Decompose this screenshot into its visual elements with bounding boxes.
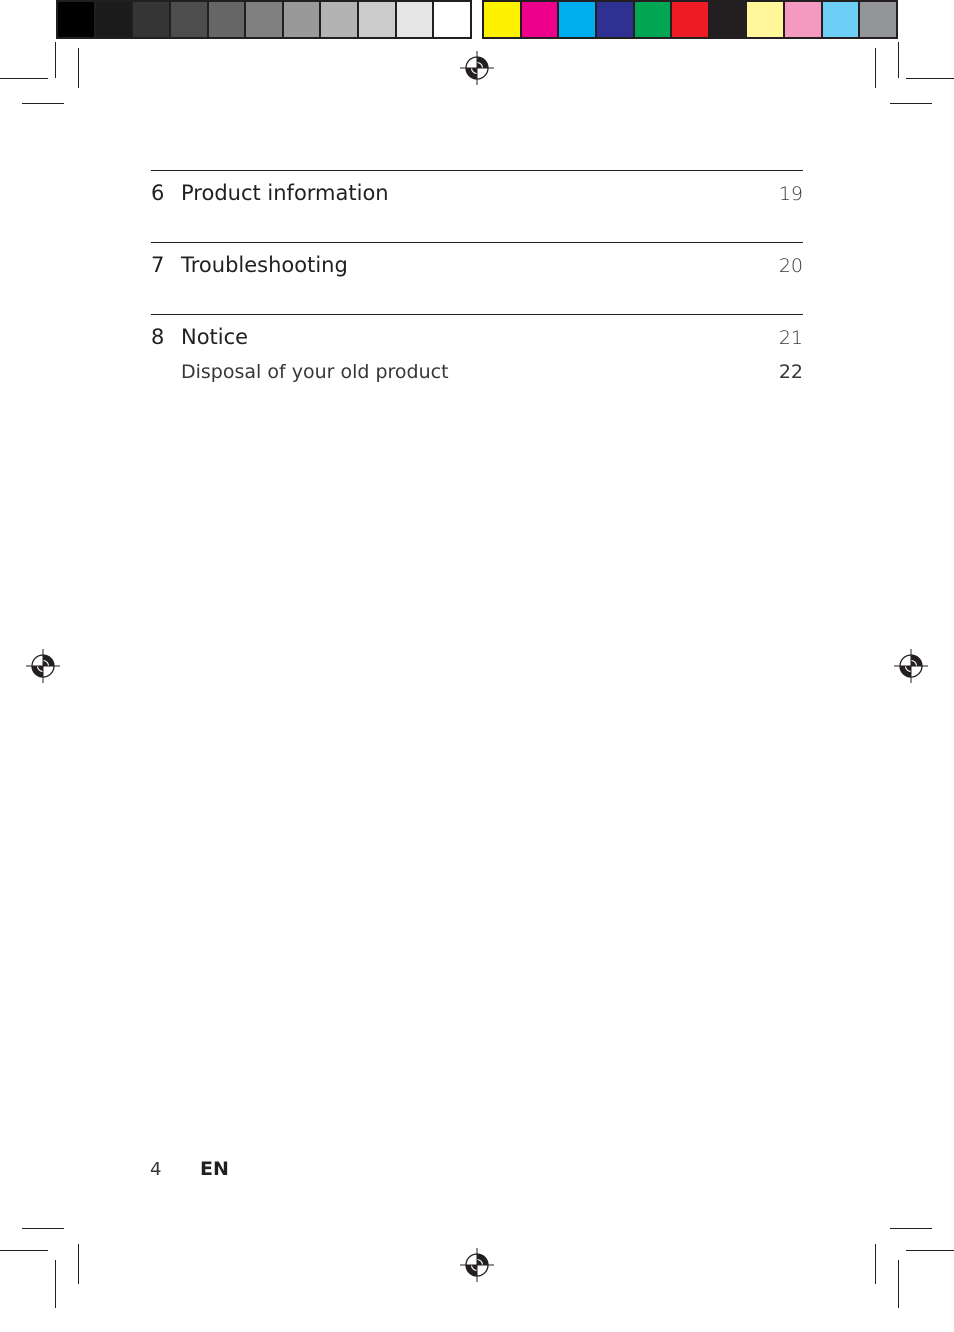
- crop-mark: [875, 1244, 876, 1284]
- crop-mark: [22, 103, 64, 104]
- gray-swatch: [321, 2, 359, 37]
- page-number: 4: [150, 1159, 162, 1180]
- table-of-contents: [151, 170, 803, 383]
- crop-mark: [898, 1260, 899, 1308]
- color-swatch: [522, 2, 560, 37]
- registration-mark-icon: [460, 51, 494, 85]
- crop-mark: [0, 78, 48, 79]
- gray-swatch: [96, 2, 134, 37]
- toc-section: [151, 170, 803, 242]
- color-swatch: [785, 2, 823, 37]
- gray-swatch: [133, 2, 171, 37]
- section-title: Notice: [181, 325, 249, 349]
- gray-swatch: [246, 2, 284, 37]
- subsection-title: Disposal of your old product: [181, 361, 449, 383]
- color-swatch: [710, 2, 748, 37]
- section-title: Product information: [181, 181, 389, 205]
- toc-section: [151, 314, 803, 383]
- color-swatch: [860, 2, 896, 37]
- gray-swatch: [209, 2, 247, 37]
- color-swatch: [823, 2, 861, 37]
- crop-mark: [55, 42, 56, 78]
- gray-swatch: [284, 2, 322, 37]
- crop-mark: [906, 1250, 954, 1251]
- gray-swatch: [171, 2, 209, 37]
- gray-swatch: [434, 2, 470, 37]
- section-page-number: 19: [778, 183, 803, 205]
- toc-entry[interactable]: [151, 253, 803, 283]
- color-swatch: [559, 2, 597, 37]
- crop-mark: [890, 103, 932, 104]
- toc-entry[interactable]: [151, 181, 803, 211]
- registration-mark-icon: [460, 1248, 494, 1282]
- crop-mark: [890, 1228, 932, 1229]
- grayscale-color-bar: [56, 0, 472, 39]
- registration-mark-icon: [26, 649, 60, 683]
- crop-mark: [55, 1260, 56, 1308]
- section-number: 8: [151, 325, 165, 349]
- crop-mark: [906, 78, 954, 79]
- toc-entry[interactable]: [151, 325, 803, 355]
- section-number: 7: [151, 253, 165, 277]
- crop-mark: [22, 1228, 64, 1229]
- color-swatch: [747, 2, 785, 37]
- section-page-number: 20: [778, 255, 803, 277]
- crop-mark: [78, 48, 79, 88]
- color-swatch: [635, 2, 673, 37]
- process-color-bar: [482, 0, 898, 39]
- crop-mark: [0, 1250, 48, 1251]
- section-number: 6: [151, 181, 165, 205]
- crop-mark: [875, 48, 876, 88]
- gray-swatch: [397, 2, 435, 37]
- crop-mark: [898, 42, 899, 78]
- section-title: Troubleshooting: [181, 253, 348, 277]
- gray-swatch: [58, 2, 96, 37]
- toc-section: [151, 242, 803, 314]
- registration-mark-icon: [894, 649, 928, 683]
- color-swatch: [484, 2, 522, 37]
- color-swatch: [672, 2, 710, 37]
- toc-subentry[interactable]: [151, 361, 803, 383]
- crop-mark: [78, 1244, 79, 1284]
- section-page-number: 21: [778, 327, 803, 349]
- language-code: EN: [200, 1158, 229, 1180]
- subsection-page-number: 22: [778, 361, 803, 383]
- color-swatch: [597, 2, 635, 37]
- gray-swatch: [359, 2, 397, 37]
